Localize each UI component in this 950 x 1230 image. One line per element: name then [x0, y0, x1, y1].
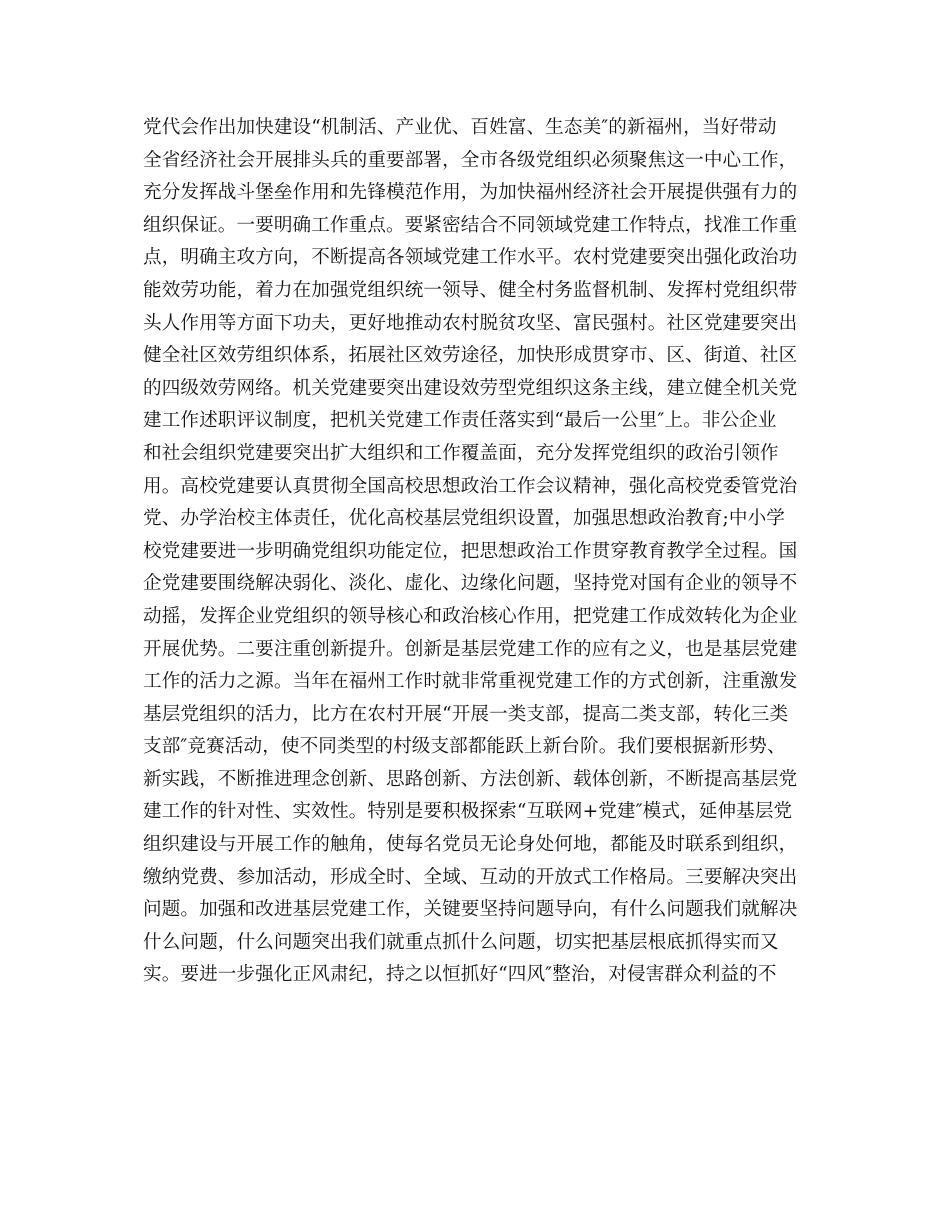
text-line: 新实践，不断推进理念创新、思路创新、方法创新、载体创新，不断提高基层党	[143, 768, 798, 790]
text-line: 和社会组织党建要突出扩大组织和工作覆盖面，充分发挥党组织的政治引领作	[143, 442, 779, 464]
text-line: 缴纳党费、参加活动，形成全时、全域、互动的开放式工作格局。三要解决突出	[143, 866, 798, 888]
text-line: 头人作用等方面下功夫，更好地推动农村脱贫攻坚、富民强村。社区党建要突出	[143, 312, 798, 334]
text-line: 全省经济社会开展排头兵的重要部署，全市各级党组织必须聚焦这一中心工作，	[143, 149, 798, 171]
body-text	[143, 112, 813, 992]
text-line: 党代会作出加快建设“机制活、产业优、百姓富、生态美″的新福州，当好带动	[143, 117, 777, 138]
text-line: 基层党组织的活力，比方在农村开展“开展一类支部，提高二类支部，转化三类	[143, 703, 789, 725]
text-line: 校党建要进一步明确党组织功能定位，把思想政治工作贯穿教育教学全过程。国	[143, 540, 798, 562]
text-line: 工作的活力之源。当年在福州工作时就非常重视党建工作的方式创新，注重激发	[143, 671, 798, 693]
text-line: 建工作述职评议制度，把机关党建工作责任落实到“最后一公里″上。非公企业	[143, 410, 777, 432]
text-line: 组织保证。一要明确工作重点。要紧密结合不同领域党建工作特点，找准工作重	[143, 214, 798, 236]
text-line: 能效劳功能，着力在加强党组织统一领导、健全村务监督机制、发挥村党组织带	[143, 279, 798, 301]
text-line: 动摇，发挥企业党组织的领导核心和政治核心作用，把党建工作成效转化为企业	[143, 605, 798, 627]
text-line: 开展优势。二要注重创新提升。创新是基层党建工作的应有之义，也是基层党建	[143, 638, 798, 660]
text-line: 党、办学治校主体责任，优化高校基层党组织设置，加强思想政治教育;中小学	[143, 508, 785, 530]
text-line: 什么问题，什么问题突出我们就重点抓什么问题，切实把基层根底抓得实而又	[143, 931, 779, 953]
text-line: 的四级效劳网络。机关党建要突出建设效劳型党组织这条主线，建立健全机关党	[143, 377, 798, 399]
text-line: 问题。加强和改进基层党建工作，关键要坚持问题导向，有什么问题我们就解决	[143, 899, 798, 921]
text-line: 点，明确主攻方向，不断提高各领域党建工作水平。农村党建要突出强化政治功	[143, 247, 798, 269]
text-line: 支部″竞赛活动，使不同类型的村级支部都能跃上新台阶。我们要根据新形势、	[143, 736, 786, 758]
text-line: 实。要进一步强化正风肃纪，持之以恒抓好“四风″整治，对侵害群众利益的不	[143, 964, 777, 986]
text-line: 企党建要围绕解决弱化、淡化、虚化、边缘化问题，坚持党对国有企业的领导不	[143, 573, 798, 595]
text-line: 充分发挥战斗堡垒作用和先锋模范作用，为加快福州经济社会开展提供强有力的	[143, 182, 798, 204]
text-line: 建工作的针对性、实效性。特别是要积极探索“互联网+党建″模式，延伸基层党	[143, 801, 793, 823]
text-line: 用。高校党建要认真贯彻全国高校思想政治工作会议精神，强化高校党委管党治	[143, 475, 798, 497]
text-line: 健全社区效劳组织体系，拓展社区效劳途径，加快形成贯穿市、区、街道、社区	[143, 345, 798, 367]
text-line: 组织建设与开展工作的触角，使每名党员无论身处何地，都能及时联系到组织，	[143, 834, 798, 856]
